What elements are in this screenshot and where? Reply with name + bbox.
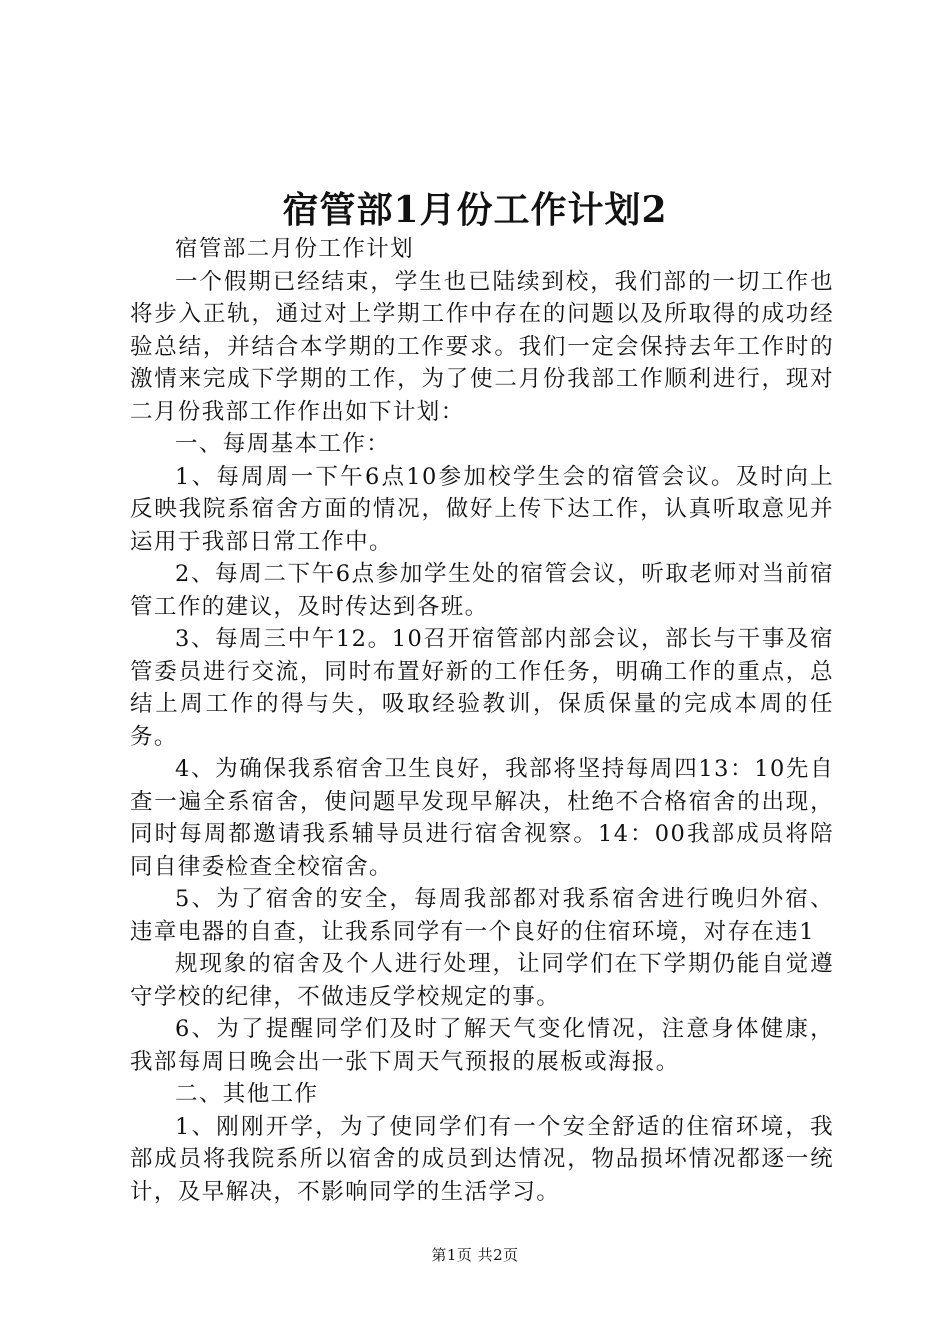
paragraph-item-1: 1、每周周一下午6点10参加校学生会的宿管会议。及时向上反映我院系宿舍方面的情况，做好上传下达工作，认真听取意见并运用于我部日常工作中。: [130, 463, 834, 555]
paragraph-item-2: 2、每周二下午6点参加学生处的宿管会议，听取老师对当前宿管工作的建议，及时传达到各班。: [130, 561, 834, 620]
paragraph-item-3: 3、每周三中午12。10召开宿管部内部会议，部长与干事及宿管委员进行交流，同时布置好新的工作任务，明确工作的重点，总结上周工作的得与失，吸取经验教训，保质保量的完成本周的任务。: [130, 626, 834, 750]
paragraph-item-6: 6、为了提醒同学们及时了解天气变化情况，注意身体健康，我部每周日晚会出一张下周天气预报的展板或海报。: [130, 1016, 834, 1075]
paragraph-item-4: 4、为确保我系宿舍卫生良好，我部将坚持每周四13：10先自查一遍全系宿舍，使问题早发现早解决，杜绝不合格宿舍的出现，同时每周都邀请我系辅导员进行宿舍视察。14：00我部成员将陪同自律委检查全校宿舍。: [130, 756, 834, 880]
section-heading-other-work: 二、其他工作: [175, 1081, 319, 1107]
section-heading-weekly-work: 一、每周基本工作：: [175, 431, 391, 457]
page-footer: 第1页 共2页: [431, 1246, 519, 1264]
document-title: 宿管部1月份工作计划2: [282, 189, 668, 231]
paragraph-subtitle: 宿管部二月份工作计划: [175, 236, 415, 262]
paragraph-other-item-1: 1、刚刚开学，为了使同学们有一个安全舒适的住宿环境，我部成员将我院系所以宿舍的成员到达情况，物品损坏情况都逐一统计，及早解决，不影响同学的生活学习。: [130, 1113, 834, 1205]
document-body: [130, 233, 834, 1208]
paragraph-intro: 一个假期已经结束，学生也已陆续到校，我们部的一切工作也将步入正轨，通过对上学期工作中存在的问题以及所取得的成功经验总结，并结合本学期的工作要求。我们一定会保持去年工作时的激情来完成下学期的工作，为了使二月份我部工作顺利进行，现对二月份我部工作作出如下计划：: [130, 268, 834, 425]
paragraph-item-5-continued: 规现象的宿舍及个人进行处理，让同学们在下学期仍能自觉遵守学校的纪律，不做违反学校规定的事。: [130, 951, 834, 1010]
paragraph-item-5: 5、为了宿舍的安全，每周我部都对我系宿舍进行晚归外宿、违章电器的自查，让我系同学有一个良好的住宿环境，对存在违1: [130, 886, 834, 945]
